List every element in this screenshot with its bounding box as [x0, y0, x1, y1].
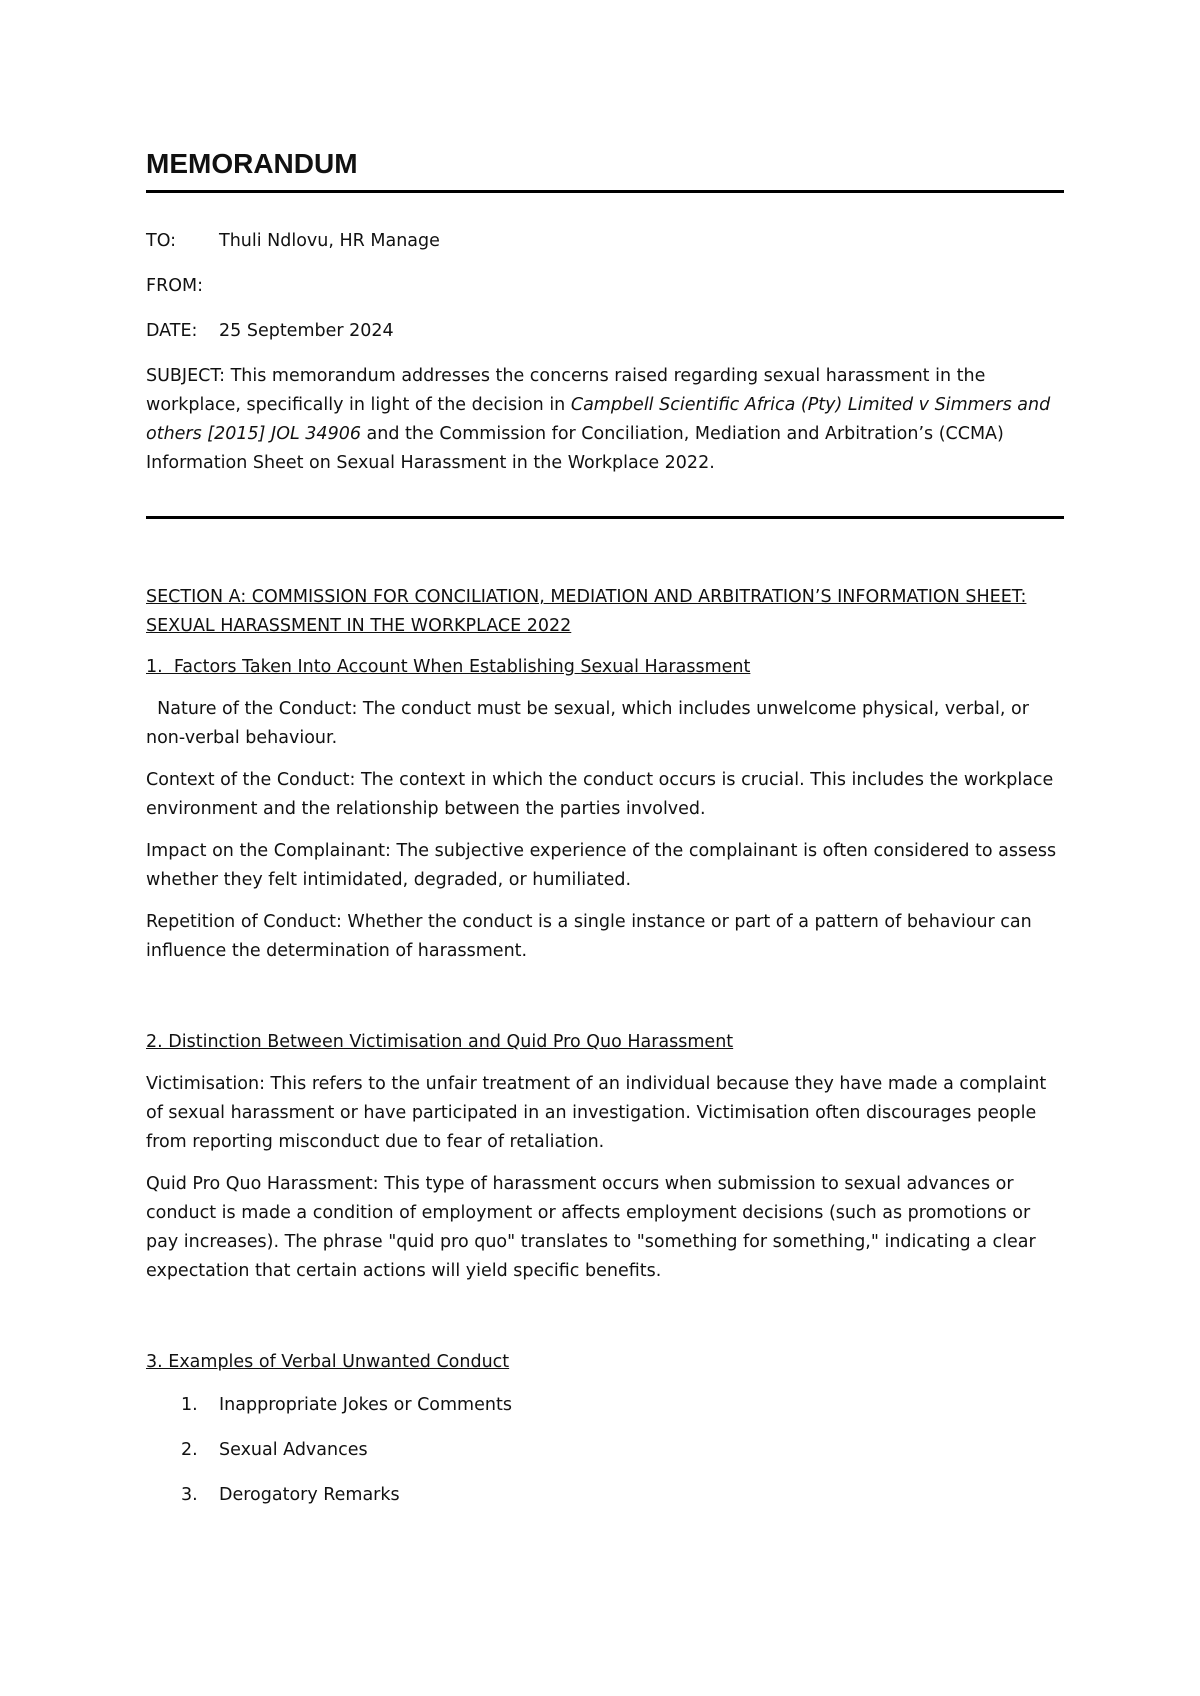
heading-factors: 1. Factors Taken Into Account When Establishing Sexual Harassment	[146, 657, 751, 677]
subject-text-start: This memorandum addresses the concerns raised regarding sexual harassment in the workplace, specifically in light of the decision in	[146, 366, 986, 415]
memo-title: MEMORANDUM	[146, 142, 1064, 193]
factor-context: Context of the Conduct: The context in which the conduct occurs is crucial. This includes the workplace environment and the relationship between the parties involved.	[146, 770, 1054, 819]
factor-nature: Nature of the Conduct: The conduct must be sexual, which includes unwelcome physical, verbal, or non-verbal behaviour.	[146, 699, 1035, 748]
to-label: TO:	[146, 231, 177, 251]
subject-text-end: and the Commission for Conciliation, Mediation and Arbitration’s (CCMA) Information Sheet on Sexual Harassment in the Workplace 2022.	[146, 424, 1004, 473]
header-divider	[146, 516, 1064, 519]
factor-repetition: Repetition of Conduct: Whether the conduct is a single instance or part of a pattern of behaviour can influence the determination of harassment.	[146, 912, 1032, 961]
heading-distinction: 2. Distinction Between Victimisation and Quid Pro Quo Harassment	[146, 1032, 734, 1052]
list-number: 2.	[181, 1440, 198, 1460]
list-item	[181, 1391, 1064, 1420]
list-text: Derogatory Remarks	[219, 1485, 400, 1505]
from-label: FROM:	[146, 276, 203, 296]
from-field	[146, 272, 1064, 301]
to-field	[146, 227, 1064, 256]
list-number: 1.	[181, 1395, 198, 1415]
heading-examples: 3. Examples of Verbal Unwanted Conduct	[146, 1352, 510, 1372]
quid-pro-quo-paragraph: Quid Pro Quo Harassment: This type of harassment occurs when submission to sexual advances or conduct is made a condition of employment or affects employment decisions (such as promotions or pay increases). The phrase "quid pro quo" translates to "something for something," indicating a clear expectation that certain actions will yield specific benefits.	[146, 1174, 1036, 1281]
examples-list	[146, 1391, 1064, 1510]
list-item	[181, 1436, 1064, 1465]
date-label: DATE:	[146, 321, 198, 341]
list-item	[181, 1481, 1064, 1510]
date-field	[146, 317, 1064, 346]
section-a-title: SECTION A: COMMISSION FOR CONCILIATION, MEDIATION AND ARBITRATION’S INFORMATION SHEET: SEXUAL HARASSMENT IN THE WORKPLACE 2022	[146, 587, 1027, 636]
list-text: Sexual Advances	[219, 1440, 368, 1460]
subject-paragraph	[146, 362, 1064, 478]
factor-impact: Impact on the Complainant: The subjective experience of the complainant is often considered to assess whether they felt intimidated, degraded, or humiliated.	[146, 841, 1057, 890]
date-value: 25 September 2024	[219, 321, 394, 341]
to-value: Thuli Ndlovu, HR Manage	[219, 231, 440, 251]
list-text: Inappropriate Jokes or Comments	[219, 1395, 512, 1415]
list-number: 3.	[181, 1485, 198, 1505]
victimisation-paragraph: Victimisation: This refers to the unfair treatment of an individual because they have made a complaint of sexual harassment or have participated in an investigation. Victimisation often discourages people from reporting misconduct due to fear of retaliation.	[146, 1074, 1047, 1152]
case-citation: Campbell Scientific Africa (Pty) Limited v Simmers and others [2015] JOL 34906	[146, 395, 1051, 444]
memo-content	[146, 142, 1064, 1526]
subject-label: SUBJECT:	[146, 366, 226, 386]
